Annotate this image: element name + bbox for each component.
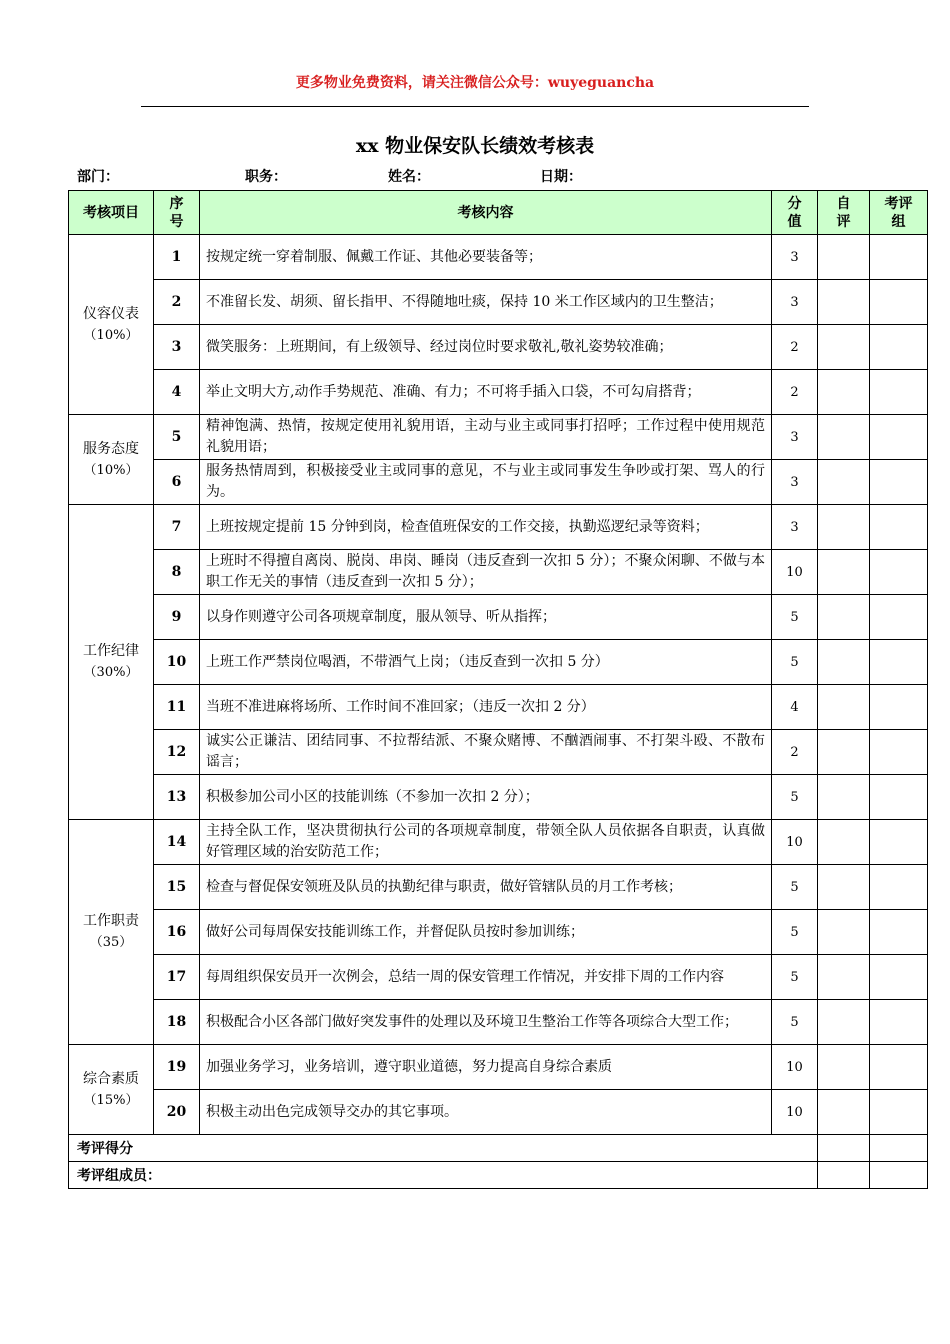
category-cell [69,505,154,820]
category-weight: （10%） [83,327,139,343]
panel-eval-cell[interactable] [870,775,928,820]
self-eval-cell[interactable] [818,1000,870,1045]
row-content: 积极配合小区各部门做好突发事件的处理以及环境卫生整治工作等各项综合大型工作； [200,1000,772,1045]
self-eval-cell[interactable] [818,460,870,505]
row-content: 微笑服务：上班期间，有上级领导、经过岗位时要求敬礼,敬礼姿势较准确； [200,325,772,370]
self-eval-cell[interactable] [818,235,870,280]
row-content: 积极主动出色完成领导交办的其它事项。 [200,1090,772,1135]
table-row [69,1000,928,1045]
row-number: 13 [154,775,200,820]
table-header-row [69,191,928,235]
form-title: xx 物业保安队长绩效考核表 [355,135,595,157]
row-score: 5 [772,1000,818,1045]
category-cell [69,820,154,1045]
panel-eval-cell[interactable] [870,325,928,370]
panel-eval-cell[interactable] [870,955,928,1000]
row-number: 6 [154,460,200,505]
row-score: 5 [772,640,818,685]
self-eval-cell[interactable] [818,1045,870,1090]
panel-eval-cell[interactable] [870,550,928,595]
panel-eval-cell[interactable] [870,280,928,325]
row-score: 3 [772,415,818,460]
category-weight: （30%） [83,665,139,680]
row-number: 18 [154,1000,200,1045]
row-number: 16 [154,910,200,955]
row-number: 20 [154,1090,200,1135]
row-number: 8 [154,550,200,595]
row-score: 10 [772,820,818,865]
self-eval-cell[interactable] [818,595,870,640]
panel-eval-cell[interactable] [870,1000,928,1045]
assessment-table [68,190,928,1189]
row-number: 12 [154,730,200,775]
row-content: 诚实公正谦洁、团结同事、不拉帮结派、不聚众赌博、不酗酒闹事、不打架斗殴、不散布谣言； [200,730,772,775]
row-content: 以身作则遵守公司各项规章制度，服从领导、听从指挥； [200,595,772,640]
row-score: 3 [772,235,818,280]
row-score: 2 [772,730,818,775]
header-content: 考核内容 [200,191,772,235]
row-number: 4 [154,370,200,415]
name-label: 姓名： [388,169,430,185]
row-score: 2 [772,370,818,415]
header-rule [141,106,809,107]
panel-eval-cell[interactable] [870,685,928,730]
self-eval-cell[interactable] [818,865,870,910]
row-score: 3 [772,505,818,550]
table-row [69,235,928,280]
table-row [69,1045,928,1090]
row-number: 1 [154,235,200,280]
row-number: 5 [154,415,200,460]
row-content: 精神饱满、热情，按规定使用礼貌用语，主动与业主或同事打招呼；工作过程中使用规范礼貌用语； [200,415,772,460]
row-content: 按规定统一穿着制服、佩戴工作证、其他必要装备等； [200,235,772,280]
row-score: 10 [772,1045,818,1090]
row-score: 10 [772,1090,818,1135]
row-number: 17 [154,955,200,1000]
table-row [69,685,928,730]
row-number: 19 [154,1045,200,1090]
table-row [69,370,928,415]
panel-eval-cell[interactable] [870,820,928,865]
row-content: 做好公司每周保安技能训练工作，并督促队员按时参加训练； [200,910,772,955]
header-panel-eval: 考评组 [870,191,928,235]
row-content: 检查与督促保安领班及队员的执勤纪律与职责，做好管辖队员的月工作考核； [200,865,772,910]
row-number: 10 [154,640,200,685]
total-panel-cell[interactable] [870,1135,928,1162]
row-content: 每周组织保安员开一次例会，总结一周的保安管理工作情况，并安排下周的工作内容 [200,955,772,1000]
row-score: 5 [772,955,818,1000]
table-row [69,865,928,910]
row-content: 上班时不得擅自离岗、脱岗、串岗、睡岗（违反查到一次扣 5 分）；不聚众闲聊、不做与本职工作无关的事情（违反查到一次扣 5 分）； [200,550,772,595]
self-eval-cell[interactable] [818,1090,870,1135]
row-score: 5 [772,910,818,955]
table-row [69,730,928,775]
row-content: 主持全队工作，坚决贯彻执行公司的各项规章制度，带领全队人员依据各自职责，认真做好管理区域的治安防范工作； [200,820,772,865]
row-content: 服务热情周到，积极接受业主或同事的意见，不与业主或同事发生争吵或打架、骂人的行为。 [200,460,772,505]
table-row [69,640,928,685]
self-eval-cell[interactable] [818,370,870,415]
row-score: 3 [772,460,818,505]
header-seq: 序号 [154,191,200,235]
row-content: 积极参加公司小区的技能训练（不参加一次扣 2 分）； [200,775,772,820]
row-content: 当班不准进麻将场所、工作时间不准回家；（违反一次扣 2 分） [200,685,772,730]
members-self-cell[interactable] [818,1162,870,1189]
row-number: 9 [154,595,200,640]
table-row [69,955,928,1000]
total-score-label: 考评得分 [69,1135,818,1162]
panel-eval-cell[interactable] [870,505,928,550]
category-cell [69,235,154,415]
self-eval-cell[interactable] [818,820,870,865]
table-row [69,595,928,640]
row-content: 加强业务学习，业务培训，遵守职业道德，努力提高自身综合素质 [200,1045,772,1090]
panel-eval-cell[interactable] [870,370,928,415]
category-name: 工作纪律 [83,643,139,659]
row-number: 14 [154,820,200,865]
row-content: 上班工作严禁岗位喝酒，不带酒气上岗；（违反查到一次扣 5 分） [200,640,772,685]
total-score-row [69,1135,928,1162]
row-number: 2 [154,280,200,325]
wechat-notice: 更多物业免费资料，请关注微信公众号：wuyeguancha [295,75,655,91]
row-score: 10 [772,550,818,595]
total-self-cell[interactable] [818,1135,870,1162]
header-score: 分值 [772,191,818,235]
row-score: 5 [772,865,818,910]
category-weight: （15%） [83,1092,139,1108]
panel-eval-cell[interactable] [870,1045,928,1090]
category-cell [69,415,154,505]
members-panel-cell[interactable] [870,1162,928,1189]
table-row [69,280,928,325]
category-weight: （35） [89,935,133,950]
table-row [69,775,928,820]
panel-eval-cell[interactable] [870,235,928,280]
table-row [69,505,928,550]
self-eval-cell[interactable] [818,325,870,370]
table-row [69,820,928,865]
row-score: 3 [772,280,818,325]
table-row [69,550,928,595]
category-name: 服务态度 [83,440,139,457]
row-number: 15 [154,865,200,910]
self-eval-cell[interactable] [818,280,870,325]
dept-label: 部门： [77,169,119,185]
row-content: 举止文明大方,动作手势规范、准确、有力；不可将手插入口袋，不可勾肩搭背； [200,370,772,415]
panel-eval-cell[interactable] [870,415,928,460]
row-score: 5 [772,775,818,820]
panel-eval-cell[interactable] [870,910,928,955]
panel-members-label: 考评组成员： [69,1162,818,1189]
row-score: 4 [772,685,818,730]
row-content: 上班按规定提前 15 分钟到岗，检查值班保安的工作交接，执勤巡逻纪录等资料； [200,505,772,550]
self-eval-cell[interactable] [818,550,870,595]
panel-eval-cell[interactable] [870,1090,928,1135]
table-row [69,460,928,505]
table-row [69,325,928,370]
self-eval-cell[interactable] [818,640,870,685]
panel-eval-cell[interactable] [870,865,928,910]
self-eval-cell[interactable] [818,730,870,775]
category-name: 仪容仪表 [83,305,139,322]
panel-eval-cell[interactable] [870,595,928,640]
self-eval-cell[interactable] [818,415,870,460]
panel-eval-cell[interactable] [870,730,928,775]
category-weight: （10%） [83,462,139,478]
table-row [69,910,928,955]
date-label: 日期： [540,169,582,185]
self-eval-cell[interactable] [818,910,870,955]
table-row [69,1090,928,1135]
self-eval-cell[interactable] [818,775,870,820]
row-number: 11 [154,685,200,730]
row-number: 3 [154,325,200,370]
header-category: 考核项目 [69,191,154,235]
row-score: 5 [772,595,818,640]
table-row [69,415,928,460]
category-cell [69,1045,154,1135]
panel-eval-cell[interactable] [870,460,928,505]
category-name: 工作职责 [83,913,139,929]
row-content: 不准留长发、胡须、留长指甲、不得随地吐痰，保持 10 米工作区域内的卫生整洁； [200,280,772,325]
position-label: 职务： [245,169,287,185]
row-score: 2 [772,325,818,370]
header-self-eval: 自评 [818,191,870,235]
row-number: 7 [154,505,200,550]
self-eval-cell[interactable] [818,505,870,550]
panel-members-row [69,1162,928,1189]
self-eval-cell[interactable] [818,685,870,730]
category-name: 综合素质 [83,1070,139,1087]
panel-eval-cell[interactable] [870,640,928,685]
self-eval-cell[interactable] [818,955,870,1000]
